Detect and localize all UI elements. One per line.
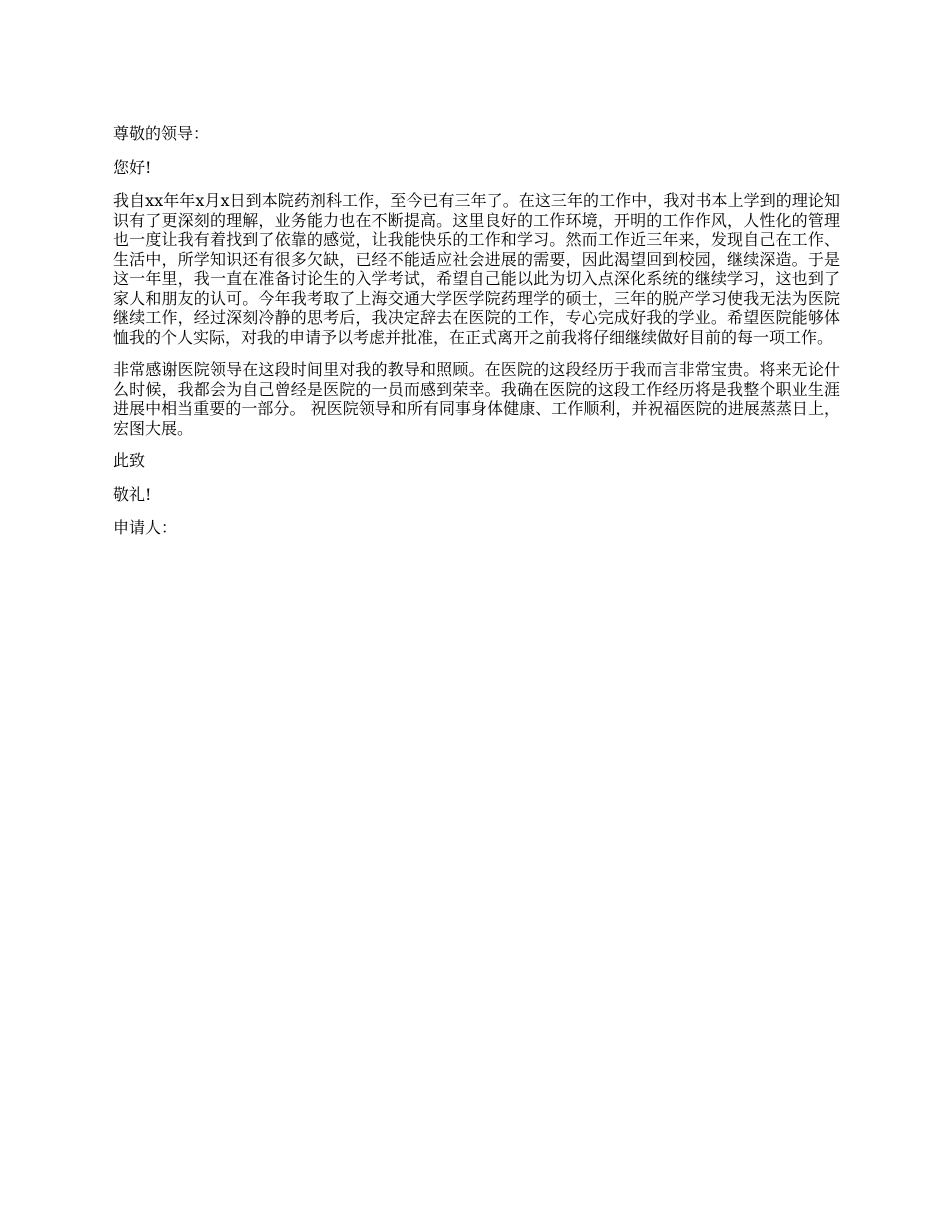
closing-line-2: 敬礼! — [113, 484, 152, 504]
signature-label: 申请人： — [113, 518, 178, 537]
letter-greeting: 您好! — [113, 157, 152, 177]
letter-salutation: 尊敬的领导： — [113, 124, 210, 143]
body-paragraph-1: 我自xx年年x月x日到本院药剂科工作，至今已有三年了。在这三年的工作中，我对书本上学到的理论知识有了更深刻的理解，业务能力也在不断提高。这里良好的工作环境，开明的工作作风，人性化的管理也一度让我有着找到了依靠的感觉，让我能快乐的工作和学习。然而工作近三年来，发现自己在工作、生活中，所学知识还有很多欠缺，已经不能适应社会进展的需要，因此渴望回到校园，继续深造。于是这一年里，我一直在准备讨论生的入学考试，希望自己能以此为切入点深化系统的继续学习，这也到了家人和朋友的认可。今年我考取了上海交通大学医学院药理学的硕士，三年的脱产学习使我无法为医院继续工作，经过深刻冷静的思考后，我决定辞去在医院的工作，专心完成好我的学业。希望医院能够体恤我的个人实际，对我的申请予以考虑并批准，在正式离开之前我将仔细继续做好目前的每一项工作。 — [113, 191, 840, 347]
closing-line-1: 此致 — [113, 451, 146, 470]
resignation-letter — [113, 124, 840, 551]
body-paragraph-2: 非常感谢医院领导在这段时间里对我的教导和照顾。在医院的这段经历于我而言非常宝贵。将来无论什么时候，我都会为自己曾经是医院的一员而感到荣幸。我确在医院的这段工作经历将是我整个职业生涯进展中相当重要的一部分。 祝医院领导和所有同事身体健康、工作顺利，并祝福医院的进展蒸蒸日上，宏图大展。 — [113, 360, 840, 438]
